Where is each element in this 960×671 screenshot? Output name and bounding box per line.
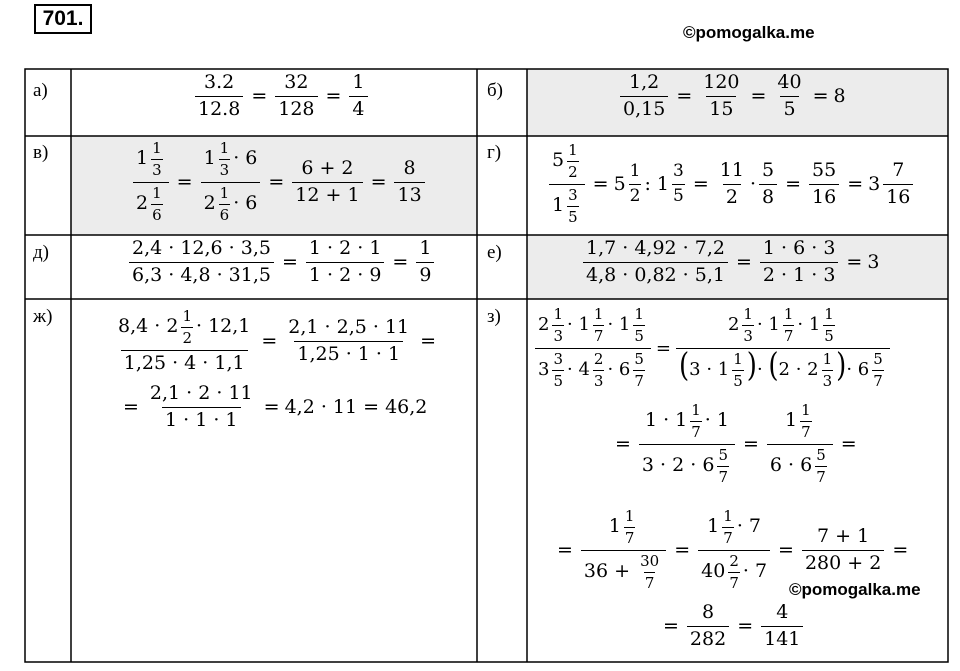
formula-z-line1: 2 $\frac{1}{3}$ · 1 $\frac{1}{7}$ · 1 $\frac{1}{5}$ 3 $\frac{3}{5}$ · 4 $\frac{2}{3}$ · 6 $\frac{5}{7}$ = 2 $\frac{1}{3}$ · 1 $\frac{1}{7}$ · 1 $\frac{1}{5}$ (3 · 1 $\frac{1}{5}$ )· (2 · 2 $\frac{1}{3}$ )· 6 $\frac{5}{7}$ — [532, 306, 893, 390]
formula-g: 5 $\frac{1}{2}$ 1 $\frac{3}{5}$ = 5 $\frac{1}{2}$ : 1 $\frac{3}{5}$ = $\frac{11}{2}$ · $\frac{5}{8}$ = $\frac{55}{16}$ = 3 $\frac{7}{16}$ — [546, 142, 916, 226]
label-zh: ж) — [33, 306, 53, 327]
task-number: 701. — [34, 4, 92, 34]
formula-zh-line1: 8,4 · 2 $\frac{1}{2}$ · 12,1 1,25 · 4 · 1,1 = $\frac{2,1 \cdot 2,5 \cdot 11}{1,25 \cdot 1 \cdot 1}$ = — [118, 307, 437, 374]
formula-z-line3: = 1 $\frac{1}{7}$ 36 + $\frac{30}{7}$ = 1 $\frac{1}{7}$ · 7 40 $\frac{2}{7}$ · 7 = $\frac{7 + 1}{280 + 2}$ = — [557, 507, 909, 592]
formula-e: $\frac{1,7 \cdot 4,92 \cdot 7,2}{4,8 \cdot 0,82 \cdot 5,1}$ = $\frac{1 \cdot 6 \cdot 3}{2 \cdot 1 \cdot 3}$ = 3 — [580, 238, 879, 287]
watermark-top: ©pomogalka.me — [683, 23, 815, 42]
formula-zh-line2: = $\frac{2,1 \cdot 2 \cdot 11}{1 \cdot 1 \cdot 1}$ = 4,2 · 11 = 46,2 — [123, 382, 428, 431]
label-d: д) — [33, 242, 49, 263]
label-z: з) — [487, 306, 501, 327]
formula-v: 1 $\frac{1}{3}$ 2 $\frac{1}{6}$ = 1 $\frac{1}{3}$ · 6 2 $\frac{1}{6}$ · 6 = $\frac{6 + 2}{12 + 1}$ = $\frac{8}{13}$ — [130, 140, 428, 224]
formula-d: $\frac{2,4 \cdot 12,6 \cdot 3,5}{6,3 \cdot 4,8 \cdot 31,5}$ = $\frac{1 \cdot 2 \cdot 1}{1 \cdot 2 \cdot 9}$ = $\frac{1}{9}$ — [126, 238, 437, 287]
label-v: в) — [33, 142, 49, 163]
label-g: г) — [487, 142, 502, 163]
label-a: а) — [33, 80, 48, 101]
label-b: б) — [487, 80, 503, 101]
formula-b: $\frac{1,2}{0,15}$ = $\frac{120}{15}$ = $\frac{40}{5}$ = 8 — [617, 72, 846, 121]
label-e: е) — [487, 242, 502, 263]
formula-a: $\frac{3.2}{12.8}$ = $\frac{32}{128}$ = $\frac{1}{4}$ — [192, 72, 371, 121]
formula-z-line4: = $\frac{8}{282}$ = $\frac{4}{141}$ — [658, 602, 806, 651]
formula-z-line2: = 1 · 1 $\frac{1}{7}$ · 1 3 · 2 · 6 $\frac{5}{7}$ = 1 $\frac{1}{7}$ 6 · 6 $\frac{5}{7}$ = — [615, 401, 857, 486]
watermark-bottom: ©pomogalka.me — [789, 580, 921, 599]
